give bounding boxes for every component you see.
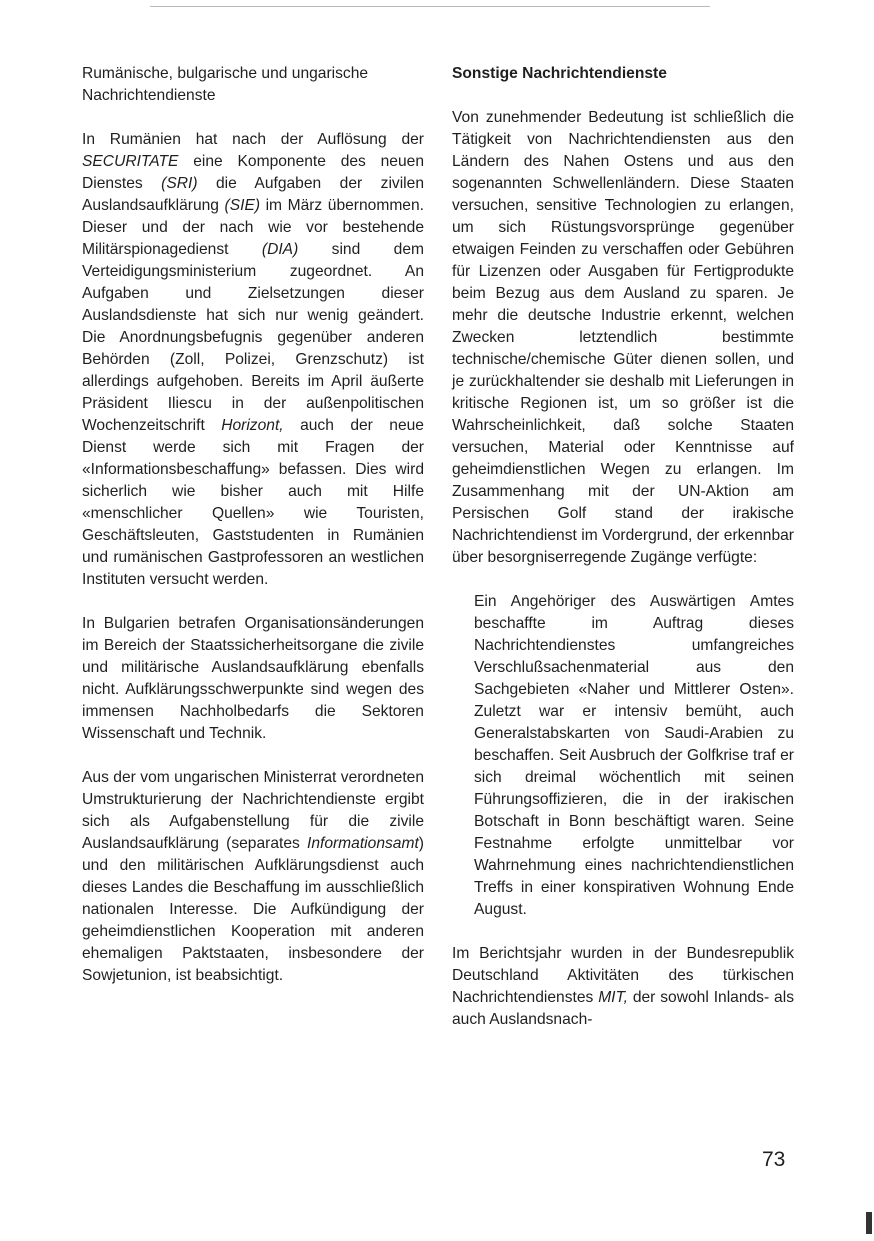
text-run: MIT,: [598, 989, 628, 1006]
text-run: (DIA): [261, 241, 299, 258]
text-run: (SIE): [224, 197, 261, 214]
text-run: Aus der vom ungarischen Ministerrat verordneten Umstrukturierung der Nachrichtendienste ergibt sich als Aufgabenstellung für die zivile Auslandsaufklärung (separates: [82, 769, 424, 852]
text-run: ) und den militärischen Aufklärungsdienst auch dieses Landes die Beschaffung im ausschließlich nationalen Interesse. Die Aufkündigung der geheimdienstlichen Kooperation mit anderen ehemaligen Paktstaaten, insbesondere der Sowjetunion, ist beabsichtigt.: [82, 835, 424, 984]
text-run: Horizont,: [221, 417, 284, 434]
text-run: Von zunehmender Bedeutung ist schließlich die Tätigkeit von Nachrichtendiensten aus den Ländern des Nahen Ostens und aus den sogenannten Schwellenländern. Diese Staaten versuchen, sensitive Technologien zu erlangen, um sich Rüstungsvorsprünge gegenüber etwaigen Feinden zu verschaffen oder Gebühren für Lizenzen oder Ausgaben für Fertigprodukte beim Bezug aus dem Ausland zu sparen. Je mehr die deutsche Industrie erkennt, welchen Zwecken letztendlich bestimmte technische/chemische Güter dienen sollen, und je zurückhaltender sie deshalb mit Lieferungen in kritische Regionen ist, um so größer ist die Wahrscheinlichkeit, daß solche Staaten versuchen, Material oder Kenntnisse auf geheimdienstlichen Wegen zu erlangen. Im Zusammenhang mit der UN-Aktion am Persischen Golf stand der irakische Nachrichtendienst im Vordergrund, der erkennbar über besorgniserregende Zugänge verfügte:: [452, 109, 794, 566]
text-run: Informationsamt: [306, 835, 419, 852]
text-run: SECURITATE: [82, 153, 179, 170]
paragraph-bulgaria: [82, 613, 424, 745]
paragraph-turkish-service: [452, 943, 794, 1031]
paragraph-romania: [82, 129, 424, 591]
text-run: Ein Angehöriger des Auswärtigen Amtes beschaffte im Auftrag dieses Nachrichtendienstes umfangreiches Verschlußsachenmaterial aus den Sachgebieten «Naher und Mittlerer Osten». Zuletzt war er intensiv bemüht, auch Generalstabskarten von Saudi-Arabien zu beschaffen. Seit Ausbruch der Golfkrise traf er sich dreimal wöchentlich mit seinen Führungsoffizieren, die in der irakischen Botschaft in Bonn beschäftigt waren. Seine Festnahme erfolgte unmittelbar vor Wahrnehmung eines nachrichtendienstlichen Treffs in einer konspirativen Wohnung Ende August.: [474, 593, 794, 918]
section-heading-eastern-services: Rumänische, bulgarische und ungarische Nachrichtendienste: [82, 65, 369, 104]
text-run: eine Komponente des neuen Dienstes: [82, 153, 424, 192]
top-rule: [150, 6, 710, 7]
left-column: [82, 63, 424, 1009]
text-run: auch der neue Dienst werde sich mit Fragen der «Informationsbeschaffung» befassen. Dies wird sicherlich wie bisher auch mit Hilfe «menschlicher Quellen» wie Touristen, Geschäftsleuten, Gaststudenten in Rumänien und rumänischen Gastprofessoren an westlichen Instituten versucht werden.: [82, 417, 424, 588]
paragraph-other-services: [452, 107, 794, 569]
text-run: im März übernommen. Dieser und der nach wie vor bestehende Militärspionagedienst: [82, 197, 424, 258]
paragraph-case-example: [474, 591, 794, 921]
text-run: Im Berichtsjahr wurden in der Bundesrepublik Deutschland Aktivitäten des türkischen Nachrichtendienstes: [452, 945, 794, 1006]
text-run: In Rumänien hat nach der Auflösung der: [82, 131, 424, 148]
paragraph-hungary: [82, 767, 424, 987]
scan-edge-mark: [866, 1212, 872, 1234]
text-run: sind dem Verteidigungsministerium zugeordnet. An Aufgaben und Zielsetzungen dieser Auslandsdienste hat sich nur wenig geändert. Die Anordnungsbefugnis gegenüber anderen Behörden (Zoll, Polizei, Grenzschutz) ist allerdings aufgehoben. Bereits im April äußerte Präsident Iliescu in der außenpolitischen Wochenzeitschrift: [82, 241, 425, 434]
text-run: die Aufgaben der zivilen Auslandsaufklärung: [82, 175, 424, 214]
section-heading-other-services: Sonstige Nachrichtendienste: [452, 65, 667, 82]
page-number: 73: [762, 1148, 786, 1171]
text-run: In Bulgarien betrafen Organisationsänderungen im Bereich der Staatssicherheitsorgane die zivile und militärische Auslandsaufklärung ebenfalls nicht. Aufklärungsschwerpunkte sind wegen des immensen Nachholbedarfs die Sektoren Wissenschaft und Technik.: [82, 615, 424, 742]
right-column: [452, 63, 794, 1053]
text-run: (SRI): [161, 175, 198, 192]
text-run: der sowohl Inlands- als auch Auslandsnach-: [452, 989, 794, 1028]
